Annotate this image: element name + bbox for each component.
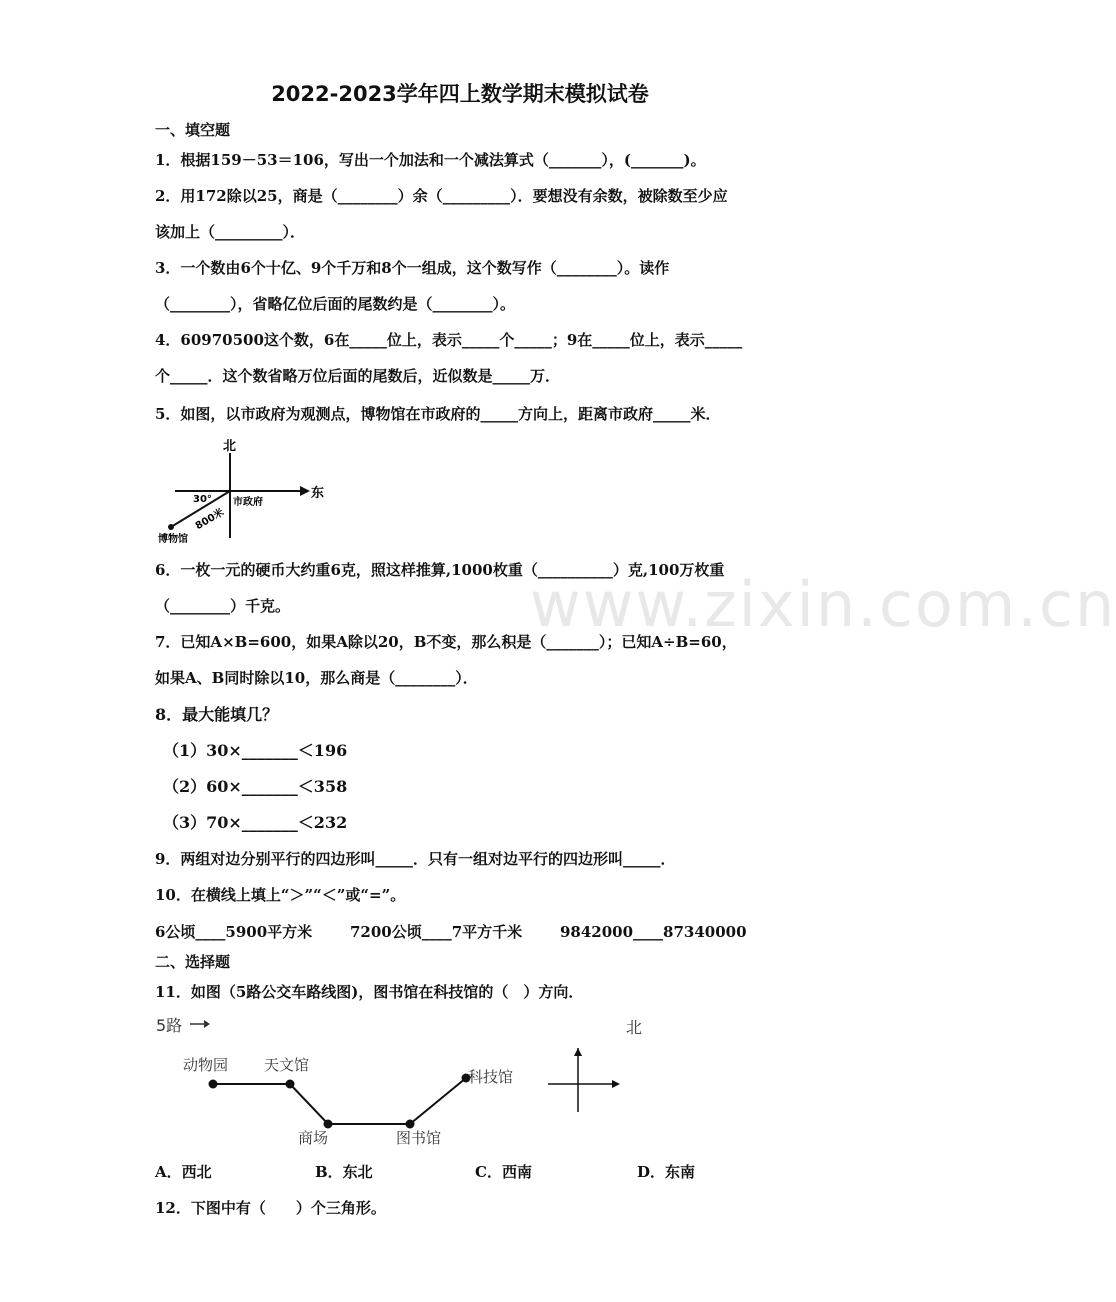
compass-north-label: 北	[626, 1018, 643, 1037]
question-10: 10．在横线上填上“＞”“＜”或“=”。	[155, 886, 406, 904]
question-5: 5．如图，以市政府为观测点，博物馆在市政府的_____方向上，距离市政府_____米．	[155, 405, 721, 423]
question-9: 9．两组对边分别平行的四边形叫_____．只有一组对边平行的四边形叫_____．	[155, 850, 676, 868]
stop-mall	[324, 1120, 333, 1129]
stop-planetarium	[286, 1080, 295, 1089]
section-multiple-choice: 二、选择题	[155, 953, 231, 971]
city-hall-label: 市政府	[233, 497, 263, 508]
question-4-line-1: 4．60970500这个数，6在_____位上，表示_____个_____；9在_____位上，表示_____	[155, 331, 743, 349]
stop-zoo	[209, 1080, 218, 1089]
direction-diagram	[155, 435, 335, 550]
mall-label: 商场	[298, 1129, 329, 1147]
zoo-label: 动物园	[183, 1056, 229, 1074]
option-a: A．西北	[155, 1163, 212, 1181]
question-7-line-1: 7．已知A×B=600，如果A除以20，B不变，那么积是（_______）；已知A÷B=60，	[155, 633, 737, 651]
question-2-line-1: 2．用172除以25，商是（________）余（_________）．要想没有余数，被除数至少应	[155, 187, 728, 205]
option-c: C．西南	[475, 1163, 532, 1181]
question-1: 1．根据159－53＝106，写出一个加法和一个减法算式（_______），(_______)。	[155, 151, 706, 169]
angle-label: 30°	[193, 494, 212, 505]
question-4-line-2: 个_____．这个数省略万位后面的尾数后，近似数是_____万．	[155, 367, 561, 385]
question-8-part-2: （2）60×_______＜358	[163, 777, 348, 796]
east-label: 东	[311, 486, 325, 501]
question-7-line-2: 如果A、B同时除以10，那么商是（________）．	[155, 669, 478, 687]
question-3-line-2: （________），省略亿位后面的尾数约是（________）。	[155, 295, 516, 313]
page-title: 2022-2023学年四上数学期末模拟试卷	[271, 82, 649, 106]
science-museum-label: 科技馆	[468, 1068, 514, 1086]
museum-label: 博物馆	[158, 534, 188, 545]
question-2-line-2: 该加上（_________）．	[155, 223, 306, 241]
question-12: 12．下图中有（ ）个三角形。	[155, 1199, 386, 1217]
question-8-part-1: （1）30×_______＜196	[163, 741, 348, 760]
watermark: www.zixin.com.cn	[530, 568, 1116, 641]
question-10-item-c: 9842000____87340000	[560, 923, 747, 941]
distance-label: 800米	[193, 507, 227, 533]
question-8: 8．最大能填几？	[155, 705, 279, 724]
question-6-line-2: （________）千克。	[155, 597, 291, 615]
question-3-line-1: 3．一个数由6个十亿、9个千万和8个一组成，这个数写作（________）。读作	[155, 259, 670, 277]
question-11: 11．如图（5路公交车路线图)，图书馆在科技馆的（ ）方向．	[155, 983, 584, 1001]
bus-route-diagram	[150, 1012, 650, 1152]
question-6-line-1: 6．一枚一元的硬币大约重6克，照这样推算,1000枚重（__________）克,100万枚重	[155, 561, 725, 579]
route-label: 5路	[156, 1016, 183, 1035]
question-8-part-3: （3）70×_______＜232	[163, 813, 348, 832]
section-fill-blank: 一、填空题	[155, 121, 231, 139]
north-label: 北	[223, 439, 237, 454]
option-d: D．东南	[637, 1163, 696, 1181]
question-10-item-b: 7200公顷____7平方千米	[350, 923, 523, 941]
question-10-item-a: 6公顷____5900平方米	[155, 923, 313, 941]
stop-library	[406, 1120, 415, 1129]
option-b: B．东北	[315, 1163, 373, 1181]
library-label: 图书馆	[396, 1129, 442, 1147]
planetarium-label: 天文馆	[264, 1056, 310, 1074]
